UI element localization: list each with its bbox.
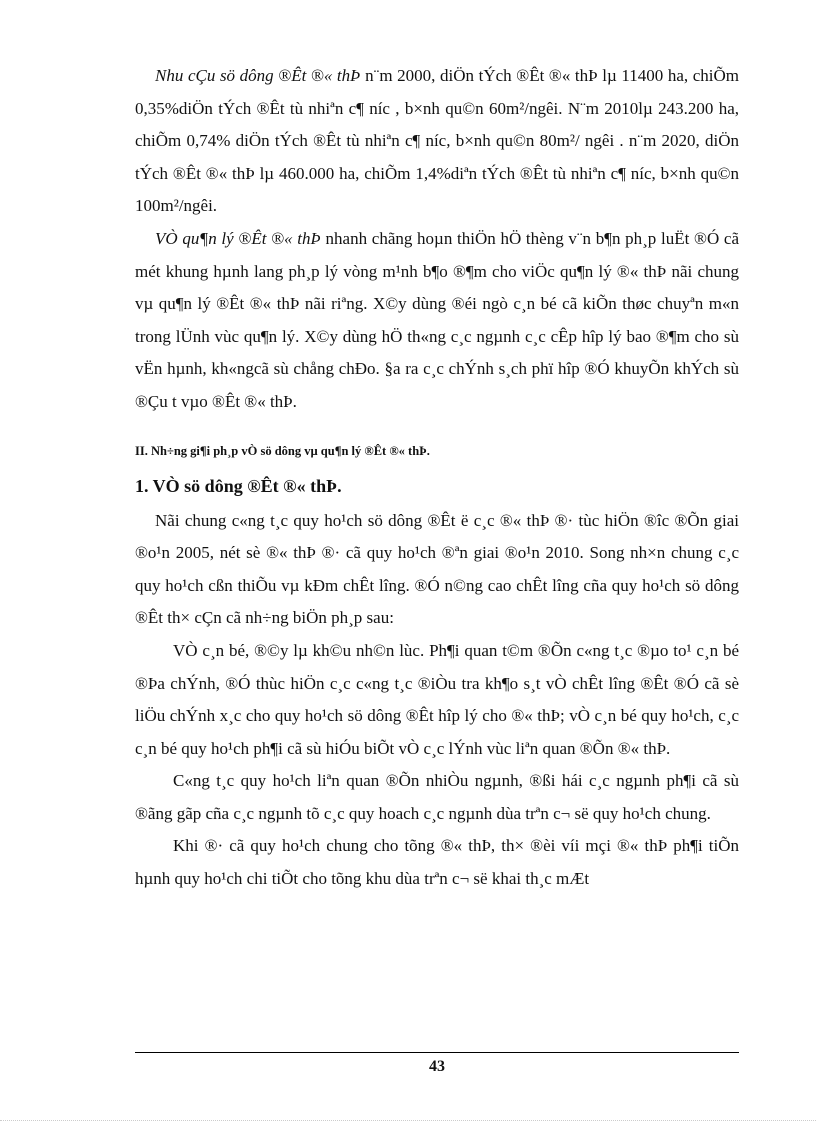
paragraph-land-demand <box>135 60 739 223</box>
paragraph-text-land-management: nhanh chãng hoµn thiÖn hÖ thèng v¨n b¶n ph¸p luËt ®Ó cã mét khung hµnh lang ph¸p lý vòng m¹nh b¶o ®¶m cho viÖc qu¶n lý ®« thÞ nãi chung vµ qu¶n lý ®Êt ®« thÞ nãi riªng. X©y dùng ®éi ngò c¸n bé cã kiÕn thøc chuyªn m«n trong lÜnh vùc qu¶n lý. X©y dùng hÖ th«ng c¸c ngµnh c¸c cÊp hîp lý bao ®¶m cho sù vËn hµnh, kh«ngcã sù chång chÐo. §a ra c¸c chÝnh s¸ch phï hîp ®Ó khuyÕn khÝch sù ®Çu t vµo ®Êt ®« thÞ. <box>135 228 739 411</box>
paragraph-lead-land-management: VÒ qu¶n lý ®Êt ®« thÞ <box>155 228 321 248</box>
paragraph-detailed-planning: Khi ®· cã quy ho¹ch chung cho tõng ®« thÞ, th× ®èi víi mçi ®« thÞ ph¶i tiÕn hµnh quy ho¹ch chi tiÕt cho tõng khu dùa trªn c¬ së khai th¸c mÆt <box>135 836 739 889</box>
paragraph-land-management <box>135 223 739 419</box>
paragraph-lead-land-demand: Nhu cÇu sö dông ®Êt ®« thÞ <box>155 66 361 85</box>
page-body <box>135 60 739 896</box>
paragraph-text-land-demand: n¨m 2000, diÖn tÝch ®Êt ®« thÞ lµ 11400 ha, chiÕm 0,35%diÖn tÝch ®Êt tù nhiªn c¶ níc , b×nh qu©n 60m²/ngêi. N¨m 2010lµ 243.200 ha, chiÕm 0,74% diÖn tÝch ®Êt tù nhiªn c¶ níc, b×nh qu©n 80m²/ ngêi . n¨m 2020, diÖn tÝch ®Êt ®« thÞ lµ 460.000 ha, chiÕm 1,4%diªn tÝch ®Êt tù nhiªn c¶ níc, b×nh qu©n 100m²/ngêi. <box>135 66 739 216</box>
footer-divider <box>135 1052 739 1053</box>
paragraph-coordination: C«ng t¸c quy ho¹ch liªn quan ®Õn nhiÒu ngµnh, ®ßi hái c¸c ngµnh ph¶i cã sù ®ãng gãp cña c¸c ngµnh tõ c¸c quy hoach c¸c ngµnh dùa trªn c¬ së quy ho¹ch chung. <box>135 771 739 823</box>
subsection-heading: 1. VÒ sö dông ®Êt ®« thÞ. <box>135 475 342 496</box>
section-heading: II. Nh÷ng gi¶i ph¸p vÒ sö dông vµ qu¶n lý ®Êt ®« thÞ. <box>135 443 430 458</box>
paragraph-planning-overview: Nãi chung c«ng t¸c quy ho¹ch sö dông ®Êt ë c¸c ®« thÞ ®· tùc hiÖn ®îc ®Õn giai ®o¹n 2005, nét sè ®« thÞ ®· cã quy ho¹ch ®ªn giai ®o¹n 2010. Song nh×n chung c¸c quy ho¹ch cßn thiÕu vµ kÐm chÊt lîng. ®Ó n©ng cao chÊt lîng cña quy ho¹ch sö dông ®Êt th× cÇn cã nh÷ng biÖn ph¸p sau: <box>135 510 739 628</box>
paragraph-staff: VÒ c¸n bé, ®©y lµ kh©u nh©n lùc. Ph¶i quan t©m ®Õn c«ng t¸c ®µo to¹ c¸n bé ®Þa chÝnh, ®Ó thùc hiÖn c¸c c«ng t¸c ®iÒu tra kh¶o s¸t vÒ chÊt lîng ®Êt ®Ó cã sè liÖu chÝnh x¸c cho quy ho¹ch sö dông ®Êt hîp lý cho ®« thÞ; vÒ c¸n bé quy ho¹ch, c¸c c¸n bé quy ho¹ch ph¶i cã sù hiÓu biÕt vÒ c¸c lÝnh vùc liªn quan ®Õn ®« thÞ. <box>135 640 739 758</box>
page-number: 43 <box>429 1058 445 1075</box>
page-edge-divider <box>0 1120 816 1121</box>
